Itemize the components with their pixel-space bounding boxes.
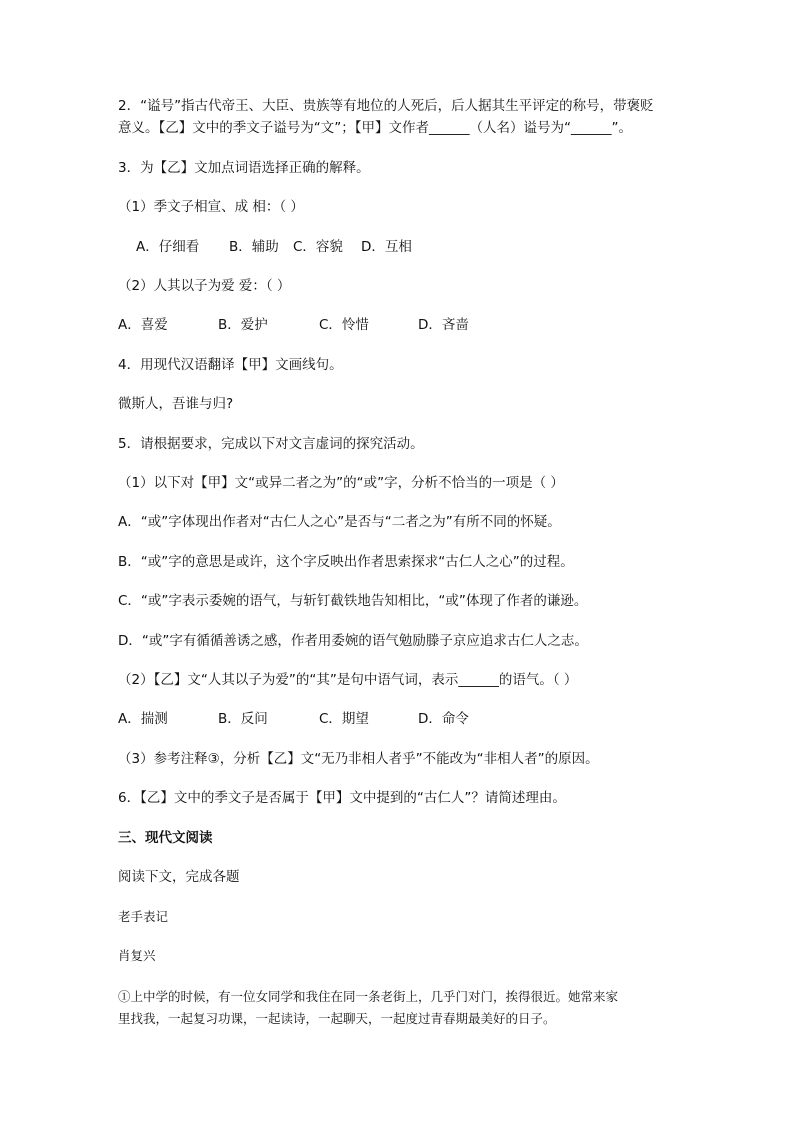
article-title: 老手表记	[118, 909, 169, 924]
q3-sub2-option-c: C．怜惜	[319, 317, 369, 333]
q3-sub1-option-a: A．仔细看	[136, 239, 200, 255]
q3-sub2-stem: （2）人其以子为爱 爱：（ ）	[118, 278, 291, 294]
q5-sub1-option-c: C．“或”字表示委婉的语气，与斩钉截铁地告知相比，“或”体现了作者的谦逊。	[118, 593, 588, 609]
q5-sub2-option-b: B．反问	[218, 711, 268, 727]
q2-line1: 2．“谥号”指古代帝王、大臣、贵族等有地位的人死后，后人据其生平评定的称号，带褒贬	[118, 98, 654, 114]
q5-sub3-stem: （3）参考注释③，分析【乙】文“无乃非相人者乎”不能改为“非相人者”的原因。	[118, 751, 599, 767]
q3-sub1-options	[136, 236, 734, 258]
section-heading: 三、现代文阅读	[118, 830, 213, 846]
q4-stem: 4．用现代汉语翻译【甲】文画线句。	[118, 357, 343, 373]
q3-stem: 3．为【乙】文加点词语选择正确的解释。	[118, 160, 370, 176]
q3-sub1-stem: （1）季文子相宣、成 相：（ ）	[118, 199, 304, 215]
q5-sub1-stem: （1）以下对【甲】文“或异二者之为”的“或”字，分析不恰当的一项是（ ）	[118, 475, 564, 491]
q3-sub2-option-d: D．吝啬	[418, 317, 469, 333]
q3-sub2-option-a: A．喜爱	[118, 317, 168, 333]
q3-sub1-option-b: B．辅助	[229, 239, 279, 255]
q5-sub2-option-a: A．揣测	[118, 711, 168, 727]
q4-sentence: 微斯人，吾谁与归?	[118, 396, 234, 412]
q5-sub2-stem: （2）【乙】文“人其以子为爱”的“其”是句中语气词，表示______的语气。（ ）	[118, 672, 578, 688]
q5-sub2-option-d: D．命令	[418, 711, 469, 727]
article-para1-line2: 里找我，一起复习功课，一起读诗，一起聊天，一起度过青春期最美好的日子。	[118, 1011, 556, 1026]
q3-sub1-option-c: C．容貌	[293, 239, 343, 255]
q3-sub2-options	[118, 314, 734, 336]
article-author: 肖复兴	[118, 948, 156, 963]
q5-sub1-option-a: A．“或”字体现出作者对“古仁人之心”是否与“二者之为”有所不同的怀疑。	[118, 514, 561, 530]
q5-sub1-option-b: B．“或”字的意思是或许，这个字反映出作者思索探求“古仁人之心”的过程。	[118, 554, 574, 570]
reading-instruction: 阅读下文，完成各题	[118, 869, 240, 885]
q5-sub2-options	[118, 708, 734, 730]
q5-sub2-option-c: C．期望	[319, 711, 369, 727]
q3-sub1-option-d: D．互相	[361, 239, 412, 255]
article-para1-line1: ①上中学的时候，有一位女同学和我住在同一条老街上，几乎门对门，挨得很近。她常来家	[118, 989, 619, 1004]
q5-stem: 5．请根据要求，完成以下对文言虚词的探究活动。	[118, 436, 424, 452]
q5-sub1-option-d: D．“或”字有循循善诱之感，作者用委婉的语气勉励滕子京应追求古仁人之志。	[118, 633, 588, 649]
q3-sub2-option-b: B．爱护	[218, 317, 268, 333]
q2-line2: 意义。【乙】文中的季文子谥号为“文”；【甲】文作者______（人名）谥号为“______”。	[118, 120, 632, 136]
q6-stem: 6．【乙】文中的季文子是否属于【甲】文中提到的“古仁人”？请简述理由。	[118, 790, 566, 806]
